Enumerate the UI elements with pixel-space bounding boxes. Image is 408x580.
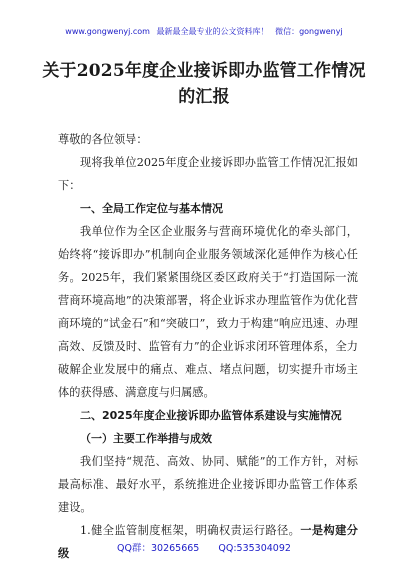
- header-slogan: 最新最全最专业的公文资料库！: [156, 27, 269, 36]
- header-wechat: 微信：gongwenyj: [275, 27, 343, 36]
- salutation: 尊敬的各位领导：: [58, 133, 148, 146]
- section-1-paragraph: 我单位作为全区企业服务与营商环境优化的牵头部门，始终将“接诉即办”机制向企业服务领域深化延伸作为核心任务。2025年，我们紧紧围绕区委区政府关于“打造国际一流营商环境高地”的决策部署，将企业诉求办理监管作为优化营商环境的“试金石”和“突破口”，致力于构建“响应迅速、办理高效、反馈及时、监管有力”的企业诉求闭环管理体系，全力破解企业发展中的痛点、难点、堵点问题，切实提升市场主体的获得感、满意度与归属感。: [58, 225, 358, 399]
- section-heading-2: 二、2025年度企业接诉即办监管体系建设与实施情况: [80, 409, 342, 422]
- document-title: 关于2025年度企业接诉即办监管工作情况的汇报: [42, 61, 366, 107]
- item-1-text: 1.健全监管制度框架，明确权责运行路径。: [80, 524, 301, 537]
- document-body: [58, 128, 358, 565]
- subsection-heading-1: （一）主要工作举措与成效: [80, 432, 212, 445]
- intro-paragraph: 现将我单位2025年度企业接诉即办监管工作情况汇报如下：: [58, 156, 358, 192]
- section-heading-1: 一、全局工作定位与基本情况: [80, 202, 223, 215]
- footer-qq: QQ:535304092: [218, 543, 291, 554]
- page-footer: [0, 540, 408, 554]
- section-2-paragraph: 我们坚持“规范、高效、协同、赋能”的工作方针，对标最高标准、最好水平，系统推进企业接诉即办监管工作体系建设。: [58, 455, 358, 514]
- header-site-link[interactable]: www.gongwenyj.com: [65, 27, 150, 36]
- footer-qq-group: QQ群：30265665: [117, 543, 200, 554]
- item-1-bold-lead: 一是构建分级: [58, 523, 358, 560]
- page-header: [0, 26, 408, 37]
